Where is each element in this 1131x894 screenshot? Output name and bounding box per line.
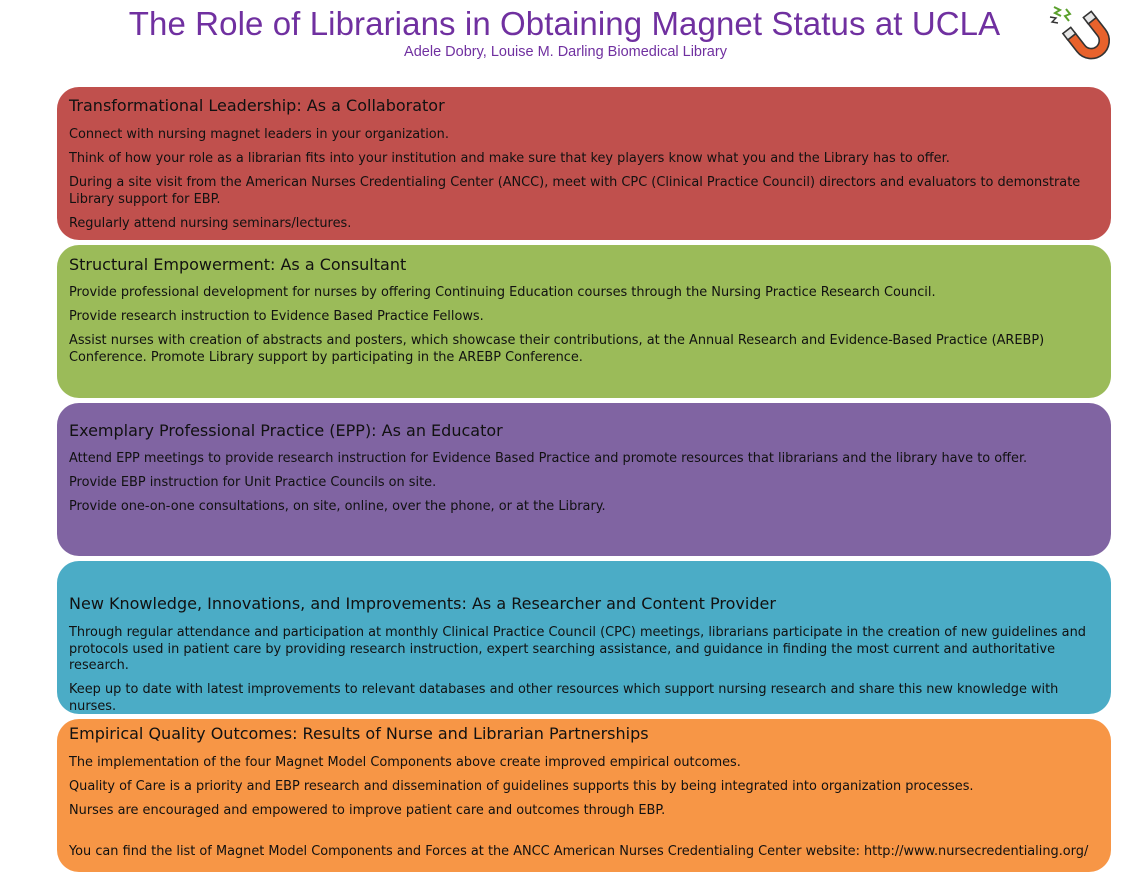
section-structural-empowerment [57, 245, 1111, 398]
section-items [69, 127, 1099, 232]
section-heading: Structural Empowerment: As a Consultant [69, 255, 407, 274]
list-item: Assist nurses with creation of abstracts and posters, which showcase their contributions, at the Annual Research and Evidence-Based Practice (AREBP) Conference. Promote Library support by participating in the AREBP Conference. [69, 333, 1045, 365]
section-new-knowledge [57, 561, 1111, 714]
list-item: Through regular attendance and participation at monthly Clinical Practice Council (CPC) meetings, librarians participate in the creation of new guidelines and protocols used in patient care by providing research instruction, expert searching assistance, and guidance in finding the most current and authoritative research. [69, 625, 1086, 673]
section-heading: New Knowledge, Innovations, and Improvements: As a Researcher and Content Provider [69, 594, 776, 613]
list-item: Think of how your role as a librarian fits into your institution and make sure that key players know what you and the Library has to offer. [69, 151, 950, 166]
list-item: Provide professional development for nurses by offering Continuing Education courses through the Nursing Practice Research Council. [69, 285, 936, 300]
section-transformational-leadership [57, 87, 1111, 240]
list-item: Nurses are encouraged and empowered to improve patient care and outcomes through EBP. [69, 803, 666, 818]
list-item: Regularly attend nursing seminars/lectures. [69, 215, 352, 231]
section-exemplary-professional-practice [57, 403, 1111, 556]
section-items [69, 285, 1099, 366]
list-item: Provide one-on-one consultations, on site, online, over the phone, or at the Library. [69, 499, 606, 514]
section-items [69, 625, 1099, 715]
list-item: Keep up to date with latest improvements to relevant databases and other resources which support nursing research and share this new knowledge with nurses. [69, 682, 1059, 714]
section-heading: Empirical Quality Outcomes: Results of Nurse and Librarian Partnerships [69, 724, 649, 743]
section-items [69, 755, 1099, 860]
list-item: Provide EBP instruction for Unit Practice Councils on site. [69, 475, 437, 490]
section-heading: Exemplary Professional Practice (EPP): As an Educator [69, 421, 503, 440]
list-item: The implementation of the four Magnet Model Components above create improved empirical outcomes. [69, 755, 741, 770]
page-title: The Role of Librarians in Obtaining Magnet Status at UCLA [128, 5, 1001, 42]
header [0, 0, 1131, 80]
list-item: Connect with nursing magnet leaders in your organization. [69, 127, 449, 142]
list-item: Provide research instruction to Evidence Based Practice Fellows. [69, 309, 484, 324]
magnet-icon [1046, 3, 1118, 67]
author-line: Adele Dobry, Louise M. Darling Biomedical Library [404, 44, 727, 60]
section-items [69, 451, 1099, 516]
section-heading: Transformational Leadership: As a Collaborator [69, 96, 445, 115]
website-note: You can find the list of Magnet Model Components and Forces at the ANCC American Nurses Credentialing Center website: http://www.nursecredentialing.org/ [69, 843, 1089, 859]
section-empirical-quality-outcomes [57, 719, 1111, 872]
list-item: During a site visit from the American Nurses Credentialing Center (ANCC), meet with CPC (Clinical Practice Council) directors and evaluators to demonstrate Library support for EBP. [69, 175, 1081, 207]
list-item: Quality of Care is a priority and EBP research and dissemination of guidelines supports this by being integrated into organization processes. [69, 779, 974, 794]
list-item: Attend EPP meetings to provide research instruction for Evidence Based Practice and promote resources that librarians and the library have to offer. [69, 451, 1028, 466]
